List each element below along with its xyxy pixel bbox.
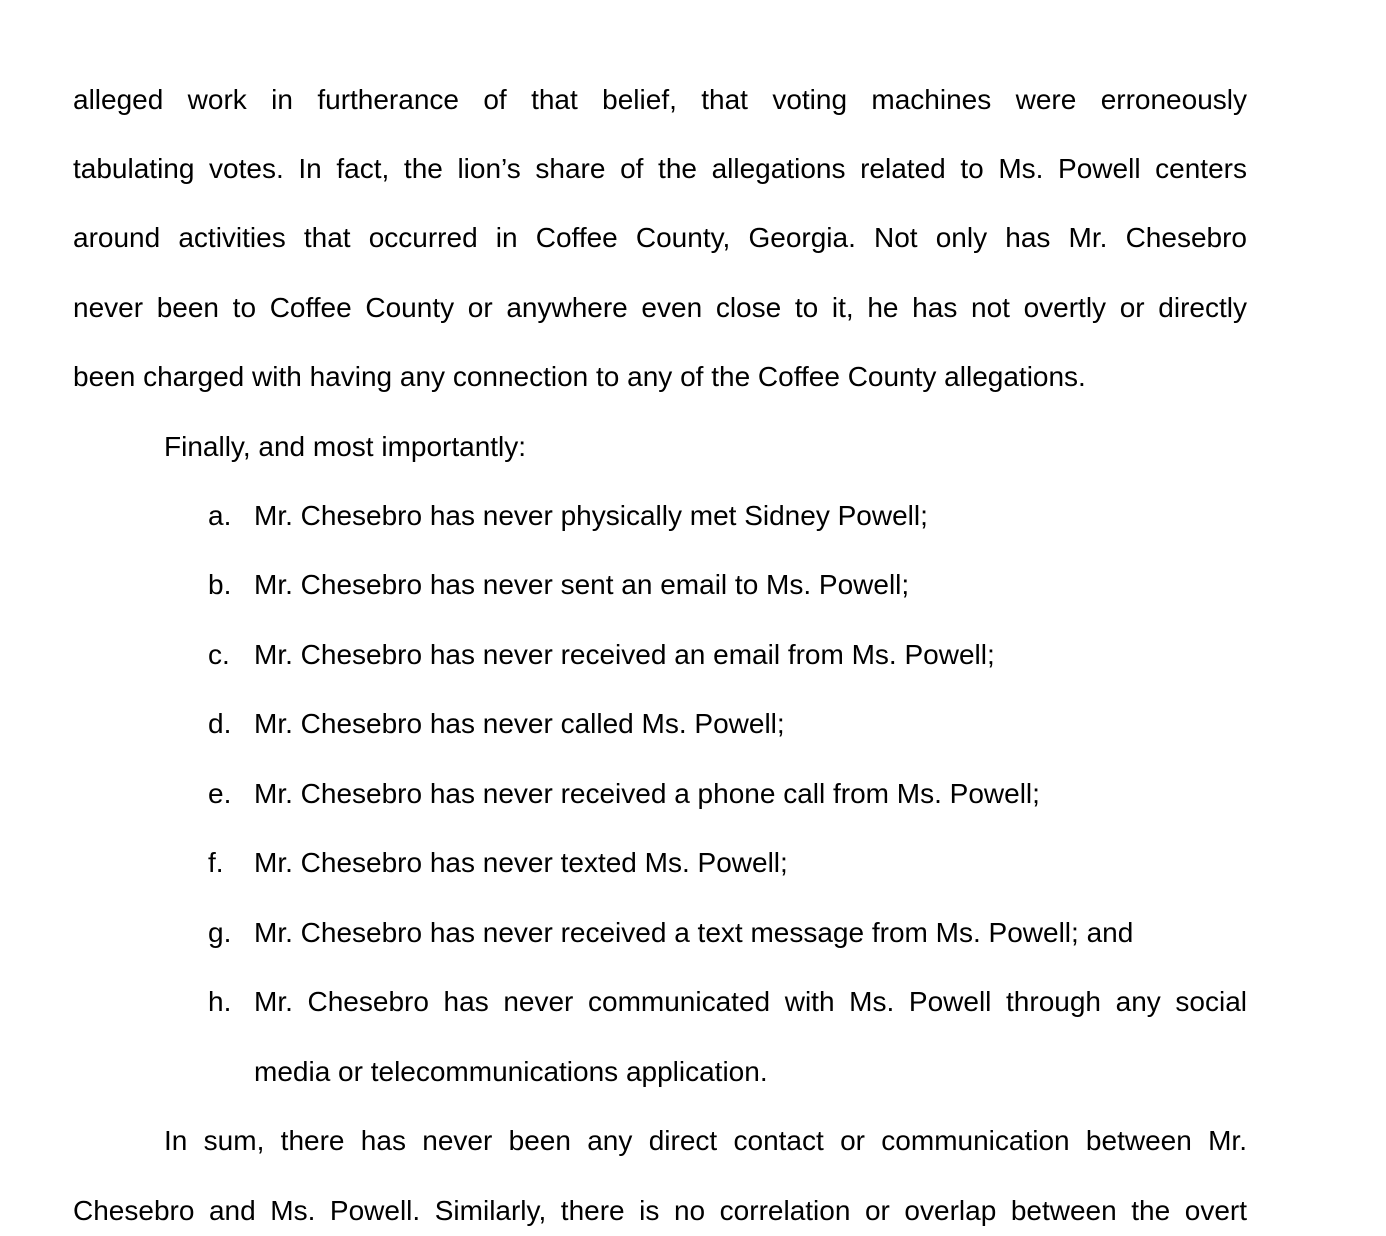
paragraph-2-line-2: Chesebro and Ms. Powell. Similarly, there is no correlation or overlap between the overt (73, 1195, 1247, 1226)
list-item-text: Mr. Chesebro has never received an email from Ms. Powell; (254, 639, 995, 670)
list-marker: d. (208, 708, 232, 739)
list-marker: f. (208, 847, 224, 878)
list-item-text: Mr. Chesebro has never texted Ms. Powell; (254, 847, 788, 878)
list-item-text: Mr. Chesebro has never received a phone call from Ms. Powell; (254, 778, 1040, 809)
list-marker: g. (208, 917, 232, 948)
list-marker: e. (208, 778, 232, 809)
paragraph-2-line-1: In sum, there has never been any direct contact or communication between Mr. (164, 1125, 1247, 1156)
list-marker: a. (208, 500, 232, 531)
paragraph-1-line-4: never been to Coffee County or anywhere even close to it, he has not overtly or directly (73, 292, 1247, 323)
list-intro: Finally, and most importantly: (164, 431, 527, 462)
list-marker: c. (208, 639, 230, 670)
paragraph-1-line-2: tabulating votes. In fact, the lion’s share of the allegations related to Ms. Powell centers (73, 153, 1247, 184)
list-marker: h. (208, 986, 232, 1017)
list-item-continuation-text: media or telecommunications application. (254, 1056, 768, 1087)
paragraph-1-line-1: alleged work in furtherance of that belief, that voting machines were erroneously (73, 84, 1247, 115)
list-item-text: Mr. Chesebro has never physically met Sidney Powell; (254, 500, 928, 531)
list-item-text: Mr. Chesebro has never received a text message from Ms. Powell; and (254, 917, 1134, 948)
paragraph-1-line-3: around activities that occurred in Coffee County, Georgia. Not only has Mr. Chesebro (73, 222, 1247, 253)
list-marker: b. (208, 569, 232, 600)
list-item-text: Mr. Chesebro has never sent an email to Ms. Powell; (254, 569, 910, 600)
paragraph-1-line-5: been charged with having any connection to any of the Coffee County allegations. (73, 361, 1086, 392)
list-item-text: Mr. Chesebro has never communicated with Ms. Powell through any social (254, 986, 1247, 1017)
list-item-text: Mr. Chesebro has never called Ms. Powell; (254, 708, 785, 739)
